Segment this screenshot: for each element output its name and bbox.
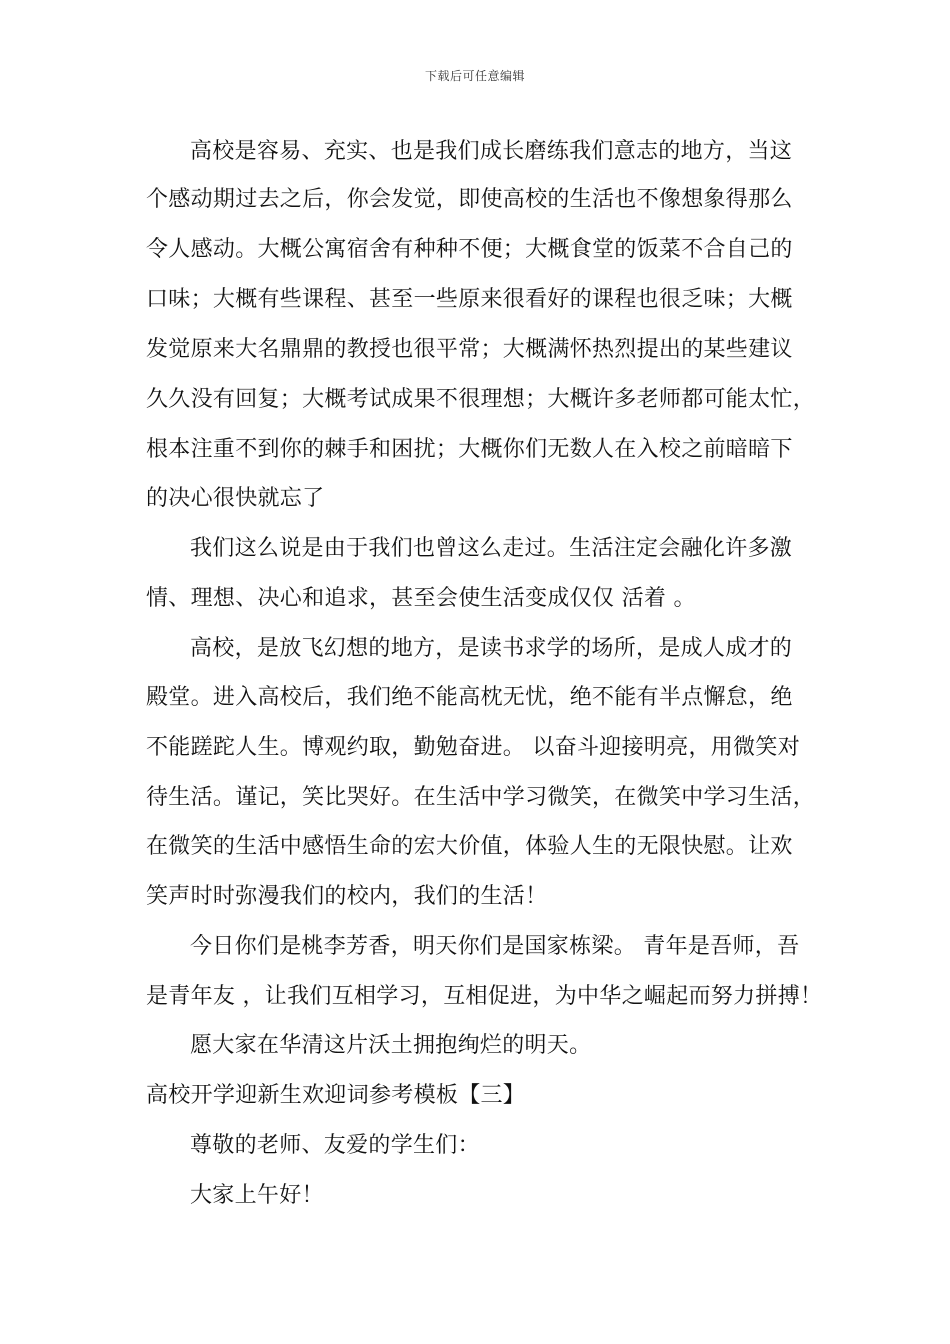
text-line: 大家上午好！: [190, 1183, 324, 1208]
section-heading: 高校开学迎新生欢迎词参考模板【三】: [146, 1083, 526, 1108]
text-line: 笑声时时弥漫我们的校内，我们的生活！: [146, 884, 548, 909]
text-line: 根本注重不到你的棘手和困扰；大概你们无数人在入校之前暗暗下: [146, 437, 793, 462]
text-line: 久久没有回复；大概考试成果不很理想；大概许多老师都可能太忙，: [146, 387, 816, 412]
text-line: 待生活。谨记，笑比哭好。在生活中学习微笑，在微笑中学习生活，: [146, 785, 816, 810]
text-line: 我们这么说是由于我们也曾这么走过。生活注定会融化许多激: [190, 536, 793, 561]
text-line: 情、理想、决心和追求，甚至会使生活变成仅仅 活着 。: [146, 586, 696, 611]
text-line: 令人感动。大概公寓宿舍有种种不便；大概食堂的饭菜不合自己的: [146, 237, 793, 262]
text-line: 殿堂。进入高校后，我们绝不能高枕无忧，绝不能有半点懈怠，绝: [146, 685, 793, 710]
text-line: 愿大家在华清这片沃土拥抱绚烂的明天。: [190, 1033, 592, 1058]
text-line: 的决心很快就忘了: [146, 486, 325, 511]
text-line: 发觉原来大名鼎鼎的教授也很平常；大概满怀热烈提出的某些建议: [146, 337, 793, 362]
text-line: 在微笑的生活中感悟生命的宏大价值，体验人生的无限快慰。让欢: [146, 834, 793, 859]
text-line: 高校是容易、充实、也是我们成长磨练我们意志的地方，当这: [190, 139, 793, 164]
text-line: 是青年友 ，让我们互相学习，互相促进，为中华之崛起而努力拼搏！: [146, 984, 823, 1009]
page-header: 下载后可任意编辑: [424, 69, 525, 83]
text-line: 个感动期过去之后，你会发觉，即使高校的生活也不像想象得那么: [146, 187, 793, 212]
text-line: 高校，是放飞幻想的地方，是读书求学的场所，是成人成才的: [190, 636, 793, 661]
text-line: 不能蹉跎人生。博观约取，勤勉奋进。 以奋斗迎接明亮，用微笑对: [146, 735, 800, 760]
text-line: 口味；大概有些课程、甚至一些原来很看好的课程也很乏味；大概: [146, 287, 793, 312]
text-line: 今日你们是桃李芳香，明天你们是国家栋梁。 青年是吾师，吾: [190, 934, 800, 959]
text-line: 尊敬的老师、友爱的学生们：: [190, 1133, 480, 1158]
